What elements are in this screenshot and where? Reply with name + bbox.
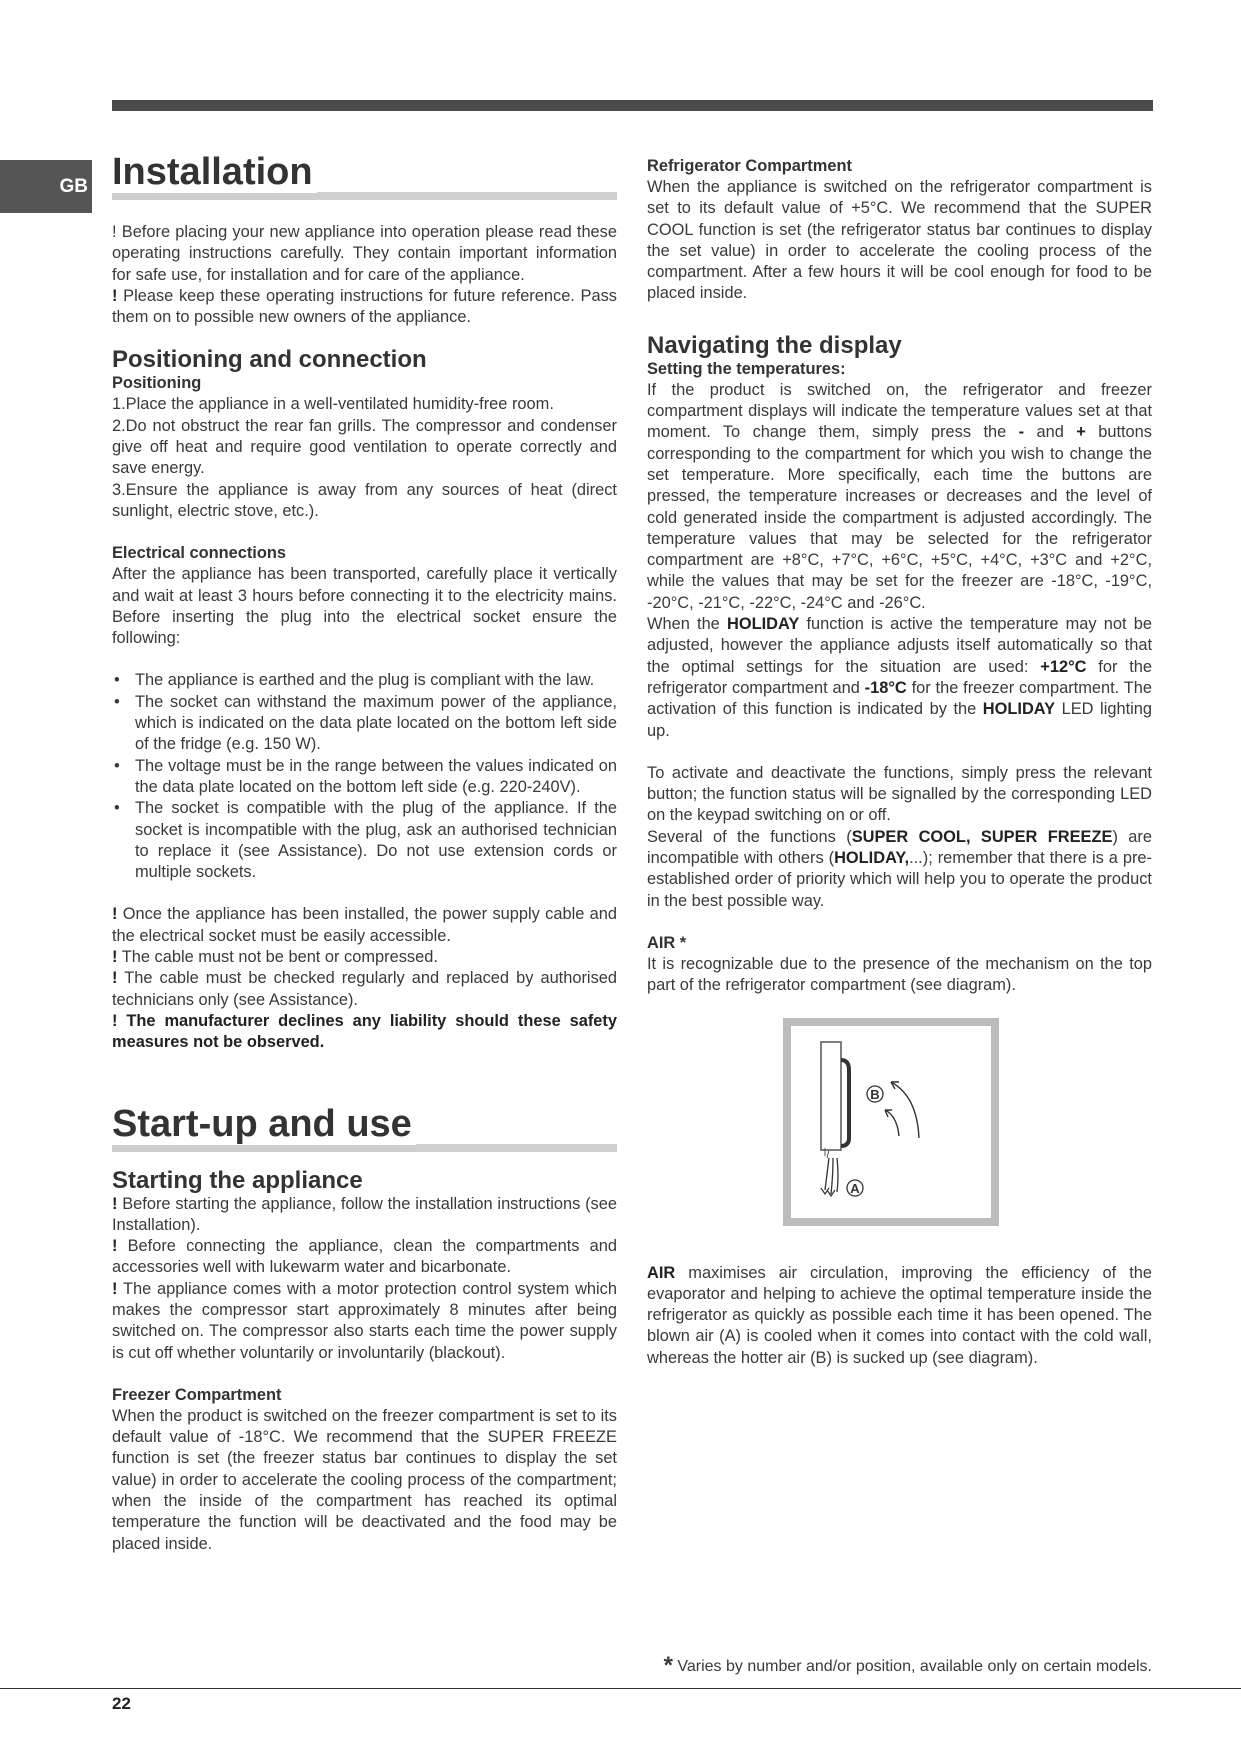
warning-liability: ! The manufacturer declines any liability should these safety measures not be observed. <box>112 1011 617 1052</box>
air-flow-b-arrow <box>891 1082 919 1138</box>
intro-paragraph-2: ! Please keep these operating instructions for future reference. Pass them on to possible new owners of the appliance. <box>112 286 617 327</box>
positioning-subheading: Positioning <box>112 374 202 393</box>
warning-2: ! The cable must not be bent or compressed. <box>112 948 438 967</box>
positioning-heading: Positioning and connection <box>112 346 427 374</box>
warning-1: ! Once the appliance has been installed, the power supply cable and the electrical socket must be easily accessible. <box>112 905 617 945</box>
warning-3: ! The cable must be checked regularly and replaced by authorised technicians only (see Assistance). <box>112 969 617 1009</box>
startup-paragraph-3: ! The appliance comes with a motor protection control system which makes the compressor start approximately 8 minutes after being switched on. The compressor also starts each time the power supply is cut off whether voluntarily or involuntarily (blackout). <box>112 1279 617 1362</box>
footnote: * Varies by number and/or position, available only on certain models. <box>663 1652 1152 1679</box>
language-label: GB <box>59 175 88 197</box>
display-paragraph-4: Several of the functions (SUPER COOL, SUPER FREEZE) are incompatible with others (HOLIDAY,...); remember that there is a pre-established order of priority which will help you to operate the product in the best possible way. <box>647 827 1153 910</box>
air-flow-a-arrows <box>825 1158 838 1194</box>
intro-paragraph: ! Before placing your new appliance into operation please read these operating instructions carefully. They contain important information for safe use, for installation and for care of the appliance. <box>112 223 617 284</box>
air-heading: AIR * <box>647 933 687 952</box>
left-column <box>112 152 617 1555</box>
display-subheading: Setting the temperatures: <box>647 359 846 378</box>
air-flow-a-arrowheads <box>821 1188 835 1196</box>
air-diagram-illustration <box>791 1026 991 1218</box>
electrical-heading: Electrical connections <box>112 544 286 563</box>
air-mechanism <box>841 1060 849 1146</box>
list-item: • The socket is compatible with the plug of the appliance. If the socket is incompatible with the plug, ask an authorised technician to replace it (see Assistance). Do not use extension cords or multiple sockets. <box>112 798 617 883</box>
installation-title: Installation <box>112 152 617 200</box>
air-flow-b-arrowhead <box>891 1082 899 1089</box>
positioning-item: 3.Ensure the appliance is away from any sources of heat (direct sunlight, electric stove, etc.). <box>112 480 617 520</box>
label-b: B <box>870 1086 880 1102</box>
air-description: AIR maximises air circulation, improving the efficiency of the evaporator and helping to achieve the optimal temperature inside the refrigerator as quickly as possible each time it has been opened. The blown air (A) is cooled when it comes into contact with the cold wall, whereas the hotter air (B) is sucked up (see diagram). <box>647 1263 1152 1367</box>
freezer-heading: Freezer Compartment <box>112 1385 282 1404</box>
starting-heading: Starting the appliance <box>112 1166 363 1194</box>
page-number: 22 <box>112 1694 131 1713</box>
label-a: A <box>850 1180 860 1196</box>
display-paragraph-3: To activate and deactivate the functions, simply press the relevant button; the function status will be signalled by the corresponding LED on the keypad switching on or off. <box>647 763 1152 825</box>
language-tab <box>0 160 92 213</box>
refrigerator-wall <box>821 1042 841 1150</box>
list-item: • The voltage must be in the range between the values indicated on the data plate located on the bottom left side (e.g. 220-240V). <box>112 756 617 799</box>
list-item: • The appliance is earthed and the plug is compliant with the law. <box>112 670 617 691</box>
right-column <box>647 156 1152 1369</box>
positioning-item: 2.Do not obstruct the rear fan grills. The compressor and condenser give off heat and require good ventilation to operate correctly and save energy. <box>112 416 617 478</box>
electrical-text: After the appliance has been transported, carefully place it vertically and wait at least 3 hours before connecting it to the electricity mains. Before inserting the plug into the electrical socket ensure the following: <box>112 565 617 648</box>
air-text: It is recognizable due to the presence of the mechanism on the top part of the refrigerator compartment (see diagram). <box>647 954 1152 995</box>
positioning-item: 1.Place the appliance in a well-ventilated humidity-free room. <box>112 395 554 414</box>
freezer-text: When the product is switched on the freezer compartment is set to its default value of -18°C. We recommend that the SUPER FREEZE function is set (the freezer status bar continues to display the set value) in order to accelerate the cooling process of the compartment; when the inside of the compartment has reached its optimal temperature the function will be deactivated and the food may be placed inside. <box>112 1406 617 1553</box>
refrigerator-text: When the appliance is switched on the refrigerator compartment is set to its default value of +5°C. We recommend that the SUPER COOL function is set (the refrigerator status bar continues to display the set value) in order to accelerate the cooling process of the compartment. After a few hours it will be cool enough for food to be placed inside. <box>647 178 1152 303</box>
bottom-rule <box>0 1688 1241 1689</box>
startup-paragraph-1: ! Before starting the appliance, follow the installation instructions (see Installation). <box>112 1194 617 1234</box>
startup-paragraph-2: ! Before connecting the appliance, clean the compartments and accessories well with lukewarm water and bicarbonate. <box>112 1237 617 1277</box>
refrigerator-heading: Refrigerator Compartment <box>647 157 852 175</box>
display-heading: Navigating the display <box>647 331 902 359</box>
startup-title: Start-up and use <box>112 1104 617 1152</box>
air-diagram <box>783 1018 999 1226</box>
list-item: • The socket can withstand the maximum power of the appliance, which is indicated on the data plate located on the bottom left side of the fridge (e.g. 150 W). <box>112 692 617 756</box>
display-paragraph-1: If the product is switched on, the refrigerator and freezer compartment displays will indicate the temperature values set at that moment. To change them, simply press the - and + buttons corresponding to the compartment for which you wish to change the set temperature. More specifically, each time the buttons are pressed, the temperature increases or decreases and the level of cold generated inside the compartment is adjusted accordingly. The temperature values that may be selected for the refrigerator compartment are +8°C, +7°C, +6°C, +5°C, +4°C, +3°C and +2°C, while the values that may be set for the freezer are -18°C, -19°C, -20°C, -21°C, -22°C, -24°C and -26°C. <box>647 380 1152 612</box>
electrical-bullets <box>112 670 617 883</box>
top-rule <box>112 100 1153 111</box>
display-paragraph-2: When the HOLIDAY function is active the temperature may not be adjusted, however the appliance adjusts itself automatically so that the optimal settings for the situation are used: +12°C for the refrigerator compartment and -18°C for the freezer compartment. The activation of this function is indicated by the HOLIDAY LED lighting up. <box>647 615 1152 740</box>
